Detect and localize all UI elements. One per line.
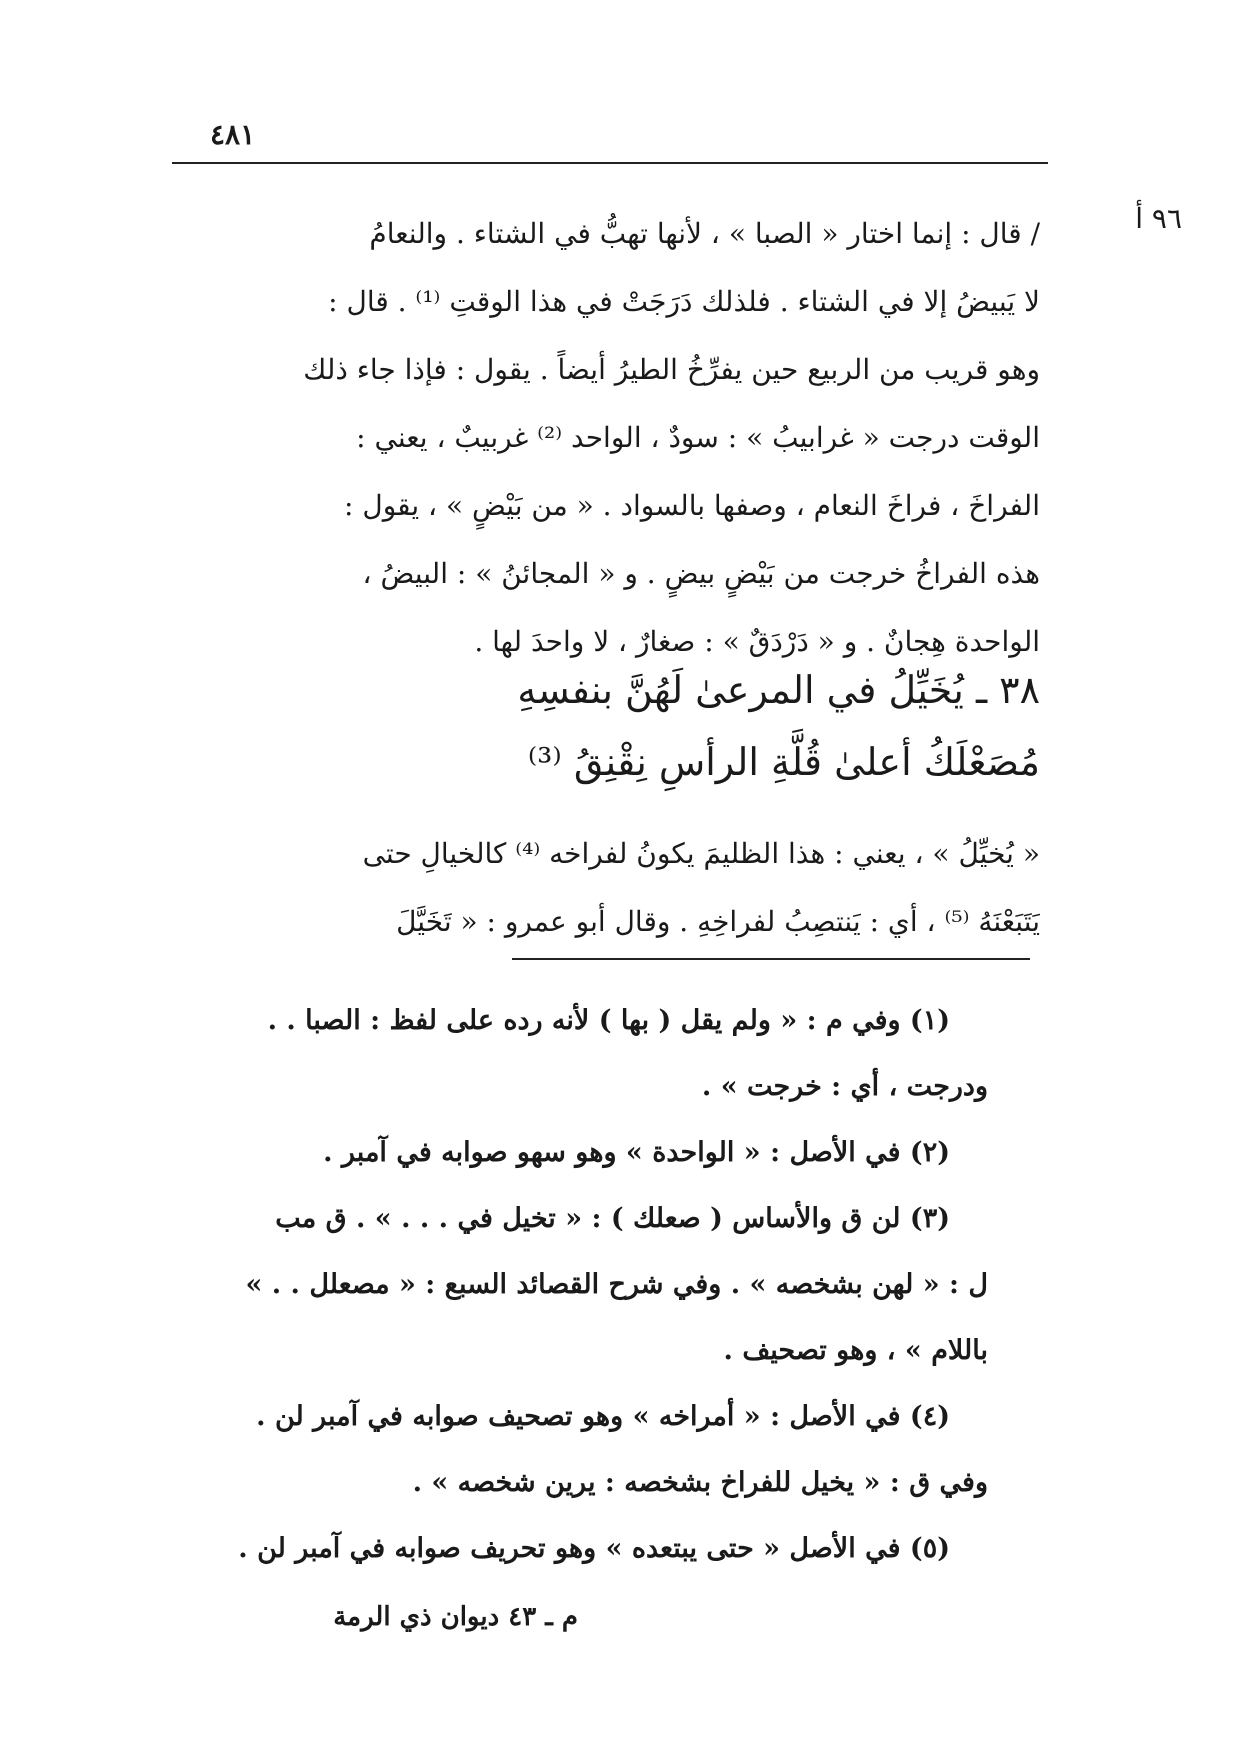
footnote-line: ل : « لهن بشخصه » . وفي شرح القصائد السبع : « مصعلل . . » — [245, 1269, 988, 1300]
verse-commentary-block — [178, 820, 1040, 956]
footnote-line: (٢) في الأصل : « الواحدة » وهو سهو صوابه في آمبر . — [323, 1137, 950, 1168]
commentary-line: الوقت درجت « غرابيبُ » : سودٌ ، الواحد ⁽²⁾ غربيبٌ ، يعني : — [356, 421, 1040, 454]
footnote-rule — [512, 958, 1030, 960]
commentary-line: / قال : إنما اختار « الصبا » ، لأنها تهبُّ في الشتاء . والنعامُ — [369, 217, 1040, 250]
commentary-line: الواحدة هِجانٌ . و « دَرْدَقٌ » : صغارٌ ، لا واحدَ لها . — [474, 625, 1040, 658]
commentary-line: وهو قريب من الربيع حين يفرِّخُ الطيرُ أيضاً . يقول : فإذا جاء ذلك — [303, 353, 1040, 386]
page-number: ٤٨١ — [210, 118, 256, 151]
footnote-line: وفي ق : « يخيل للفراخ بشخصه : يرين شخصه » . — [412, 1467, 988, 1498]
footnote-line: باللام » ، وهو تصحيف . — [723, 1335, 988, 1366]
verse-first-hemistich: ٣٨ ـ يُخَيِّلُ في المرعىٰ لَهُنَّ بنفسِهِ — [517, 668, 1040, 712]
commentary-line: « يُخيِّلُ » ، يعني : هذا الظليمَ يكونُ لفراخه ⁽⁴⁾ كالخيالِ حتى — [362, 837, 1040, 870]
commentary-line: هذه الفراخُ خرجت من بَيْضٍ بيضٍ . و « المجائنُ » : البيضُ ، — [362, 557, 1040, 590]
verse-second-hemistich: مُصَعْلَكُ أعلىٰ قُلَّةِ الرأسِ نِقْنِقُ ⁽³⁾ — [527, 740, 1040, 784]
footnote-line: (٤) في الأصل : « أمراخه » وهو تصحيف صوابه في آمبر لن . — [256, 1401, 950, 1432]
footnotes-block — [178, 988, 988, 1582]
footnote-line: (٥) في الأصل « حتى يبتعده » وهو تحريف صوابه في آمبر لن . — [238, 1533, 950, 1564]
commentary-line: لا يَبيضُ إلا في الشتاء . فلذلك دَرَجَتْ في هذا الوقتِ ⁽¹⁾ . قال : — [328, 285, 1040, 318]
commentary-line: الفراخَ ، فراخَ النعام ، وصفها بالسواد . « من بَيْضٍ » ، يقول : — [344, 489, 1040, 522]
printer-signature: م ـ ٤٣ ديوان ذي الرمة — [333, 1602, 578, 1632]
header-rule — [172, 162, 1048, 164]
footnote-line: (١) وفي م : « ولم يقل ( بها ) لأنه رده على لفظ : الصبا . . — [267, 1005, 950, 1036]
commentary-line: يَتَبَعْنَهُ ⁽⁵⁾ ، أي : يَنتصِبُ لفراخِهِ . وقال أبو عمرو : « تَخَيَّلَ — [396, 905, 1040, 938]
manuscript-folio-ref: ٩٦ أ — [1135, 202, 1182, 235]
footnote-line: ودرجت ، أي : خرجت » . — [701, 1071, 988, 1102]
footnote-line: (٣) لن ق والأساس ( صعلك ) : « تخيل في . . . » . ق مب — [275, 1203, 950, 1234]
commentary-block — [178, 200, 1040, 676]
